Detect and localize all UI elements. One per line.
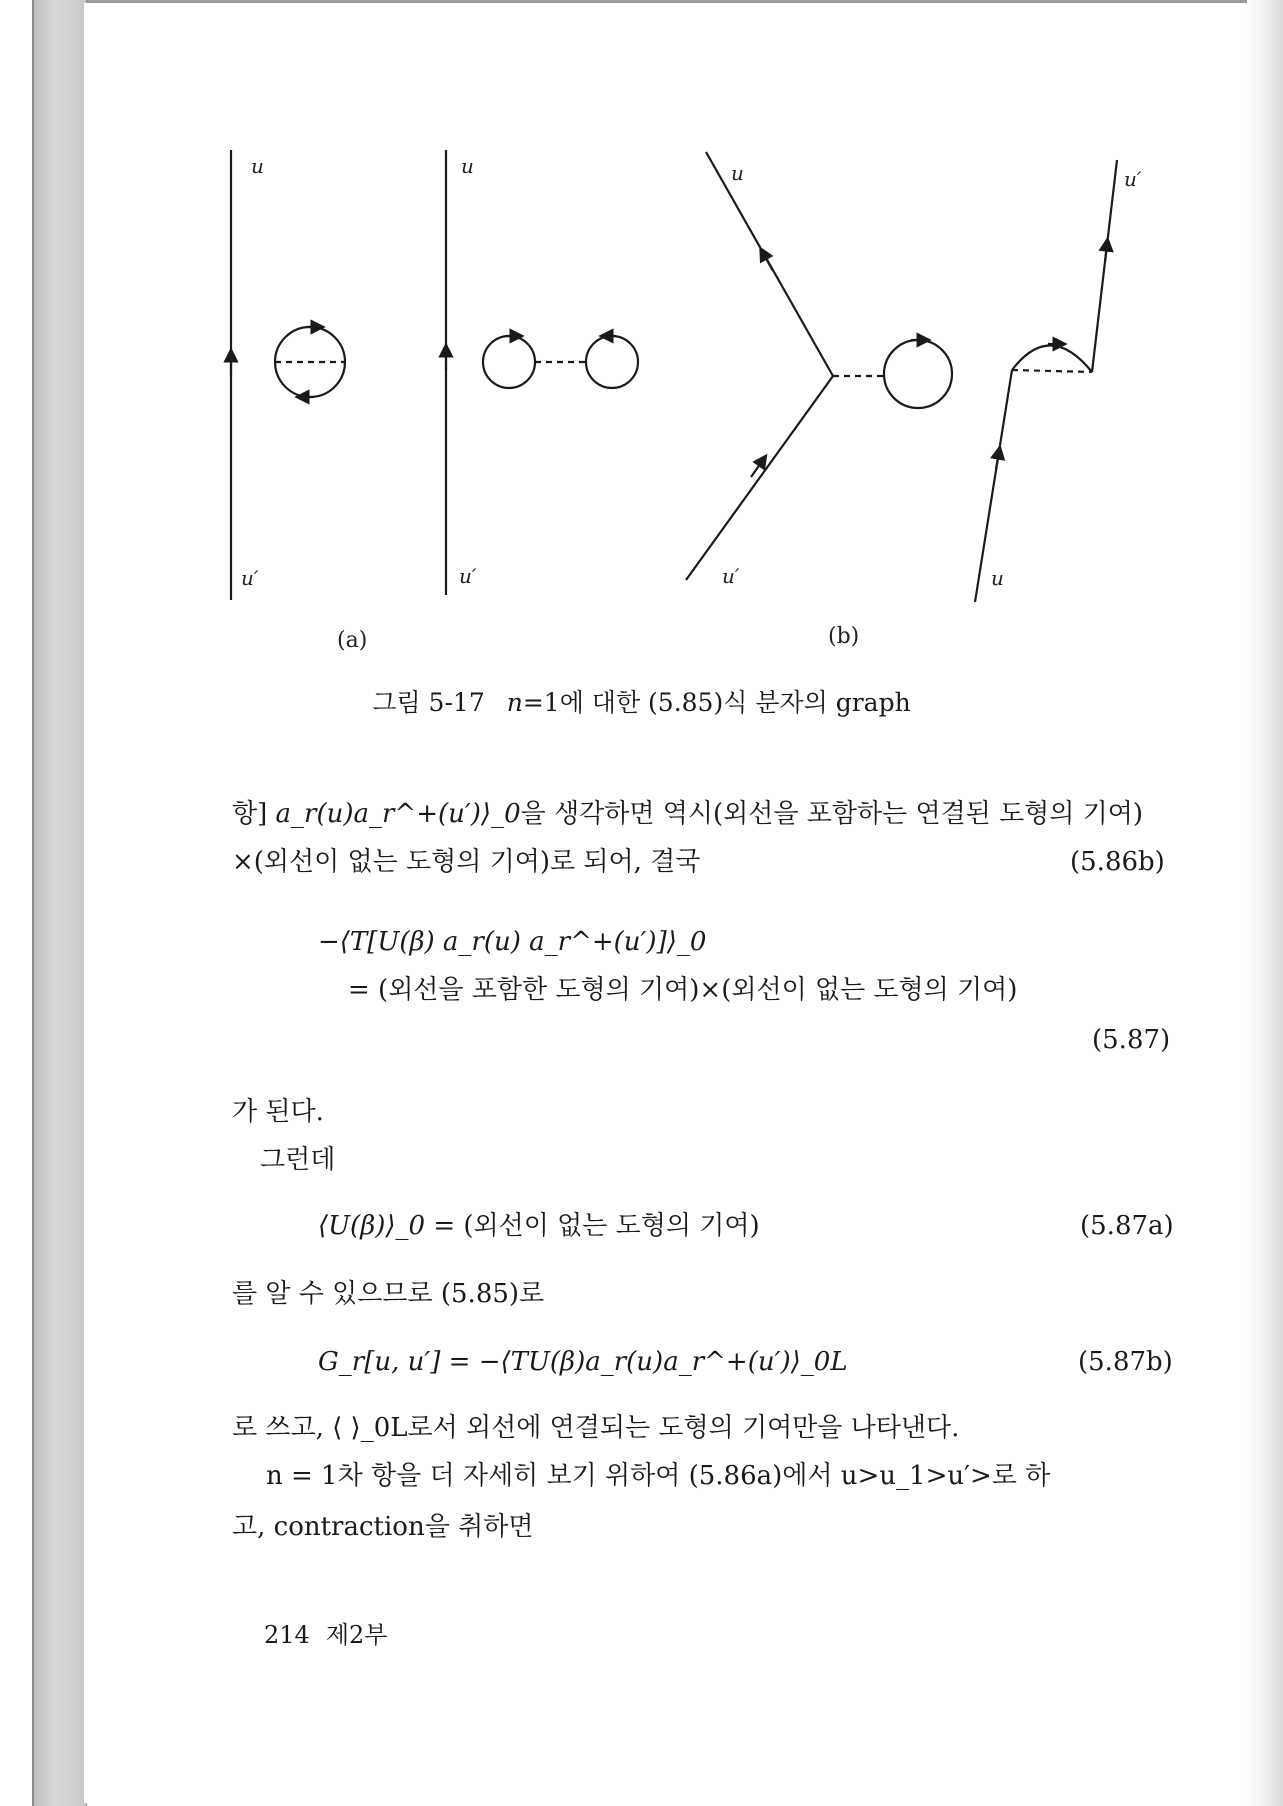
page-number: 214 [264,1621,310,1649]
label-uprime-3: u′ [722,564,740,588]
eq587b-rhs: −⟨TU(β)a_r(u)a_r^+(u′)⟩_0L [478,1347,848,1377]
text-last-line: 고, contraction을 취하면 [232,1512,534,1542]
caption-text: =1에 대한 (5.85)식 분자의 graph [522,688,911,717]
eq587b-lhs: G_r[u, u′] = [318,1347,471,1377]
text-becomes: 가 된다. [232,1097,324,1127]
line1-rest: 을 생각하면 역시(외선을 포함하는 연결된 도형의 기여) [520,799,1144,829]
label-uprime-4: u′ [1124,167,1142,191]
eq-number-587a: (5.87a) [1080,1211,1174,1241]
text-write-line: 로 쓰고, ⟨ ⟩_0L로서 외선에 연결되는 도형의 기여만을 나타낸다. [232,1413,960,1443]
eq587-line1-math: −⟨T[U(β) a_r(u) a_r^+(u′)]⟩_0 [318,927,707,957]
subfigure-label-b: (b) [828,624,860,649]
eq587a [318,1209,760,1243]
subfigure-label-a: (a) [337,628,368,653]
diagram-a1 [231,150,345,600]
caption-n: n [506,688,523,717]
figure-caption [0,683,1283,719]
diagram-a2 [446,150,638,595]
label-u-4: u [991,566,1004,590]
label-uprime-2: u′ [459,564,477,588]
page-footer [264,1615,403,1650]
eq-number-587: (5.87) [1092,1025,1171,1055]
eq587a-lhs: ⟨U(β)⟩_0 = [318,1211,456,1241]
eq-number-586b: (5.86b) [1070,847,1165,877]
text-since: 를 알 수 있으므로 (5.85)로 [232,1279,545,1309]
line1-start: 항] [232,799,268,829]
diagram-b2 [975,160,1117,602]
label-uprime-1: u′ [241,566,259,590]
caption-number: 그림 5-17 [372,688,485,717]
eq587a-rhs: (외선이 없는 도형의 기여) [463,1211,760,1241]
text-line-1 [232,797,1143,831]
part-label: 제2부 [325,1621,388,1649]
label-u-3: u [731,161,744,185]
label-u-1: u [251,154,264,178]
eq587-line1 [318,925,706,959]
eq587-line2: = (외선을 포함한 도형의 기여)×(외선이 없는 도형의 기여) [348,975,1018,1005]
line1-math: a_r(u)a_r^+(u′)⟩_0 [275,799,521,829]
eq-number-587b: (5.87b) [1078,1347,1173,1377]
text-line-2: ×(외선이 없는 도형의 기여)로 되어, 결국 [232,847,701,877]
text-however: 그런데 [260,1145,336,1175]
text-n1-line: n = 1차 항을 더 자세히 보기 위하여 (5.86a)에서 u>u_1>u′>로 하 [266,1461,1051,1491]
label-u-2: u [461,154,474,178]
eq587b [318,1345,848,1379]
diagram-b1 [686,152,952,580]
feynman-diagrams-figure [0,0,1283,660]
